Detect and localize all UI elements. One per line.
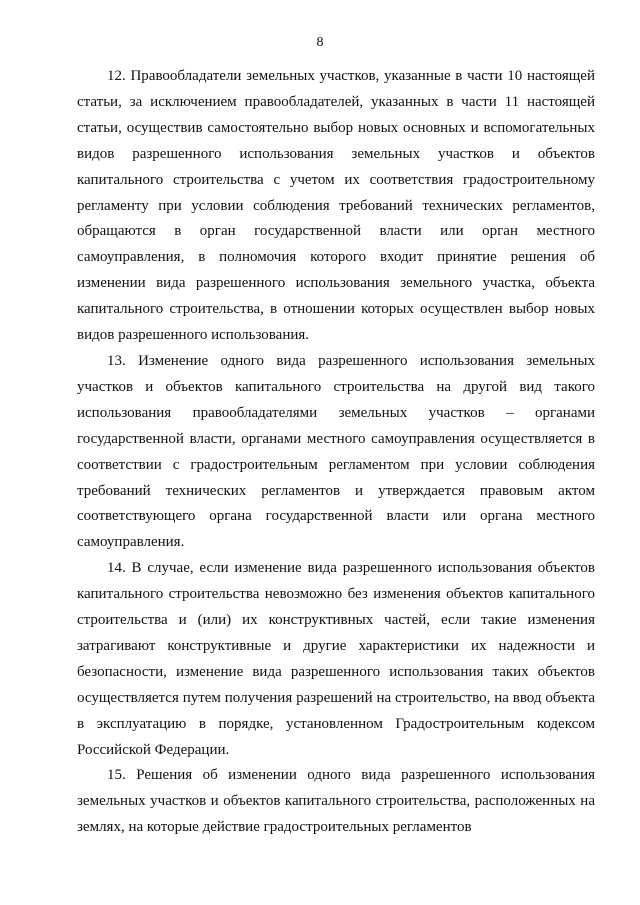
- document-body: [77, 64, 595, 841]
- page-number: 8: [316, 35, 324, 50]
- paragraph-14: 14. В случае, если изменение вида разрешенного использования объектов капитального строительства невозможно без изменения объектов капитального строительства и (или) их конструктивных частей, если такие изменения затрагивают конструктивные и другие характеристики их надежности и безопасности, изменение вида разрешенного использования таких объектов осуществляется путем получения разрешений на строительство, на ввод объекта в эксплуатацию в порядке, установленном Градостроительным кодексом Российской Федерации.: [77, 560, 595, 758]
- paragraph-13: 13. Изменение одного вида разрешенного использования земельных участков и объектов капитального строительства на другой вид такого использования правообладателями земельных участков – органами государственной власти, органами местного самоуправления осуществляется в соответствии с градостроительным регламентом при условии соблюдения требований технических регламентов и утверждается правовым актом соответствующего органа государственной власти или органа местного самоуправления.: [77, 352, 595, 551]
- paragraph-12: 12. Правообладатели земельных участков, указанные в части 10 настоящей статьи, за исключением правообладателей, указанных в части 11 настоящей статьи, осуществив самостоятельно выбор новых основных и вспомогательных видов разрешенного использования земельных участков и объектов капитального строительства с учетом их соответствия градостроительному регламенту при условии соблюдения требований технических регламентов, обращаются в орган государственной власти или орган местного самоуправления, в полномочия которого входит принятие решения об изменении вида разрешенного использования земельного участка, объекта капитального строительства, в отношении которых осуществлен выбор новых видов разрешенного использования.: [77, 68, 595, 344]
- paragraph-15: 15. Решения об изменении одного вида разрешенного использования земельных участков и объектов капитального строительства, расположенных на землях, на которые действие градостроительных регламентов: [77, 767, 595, 836]
